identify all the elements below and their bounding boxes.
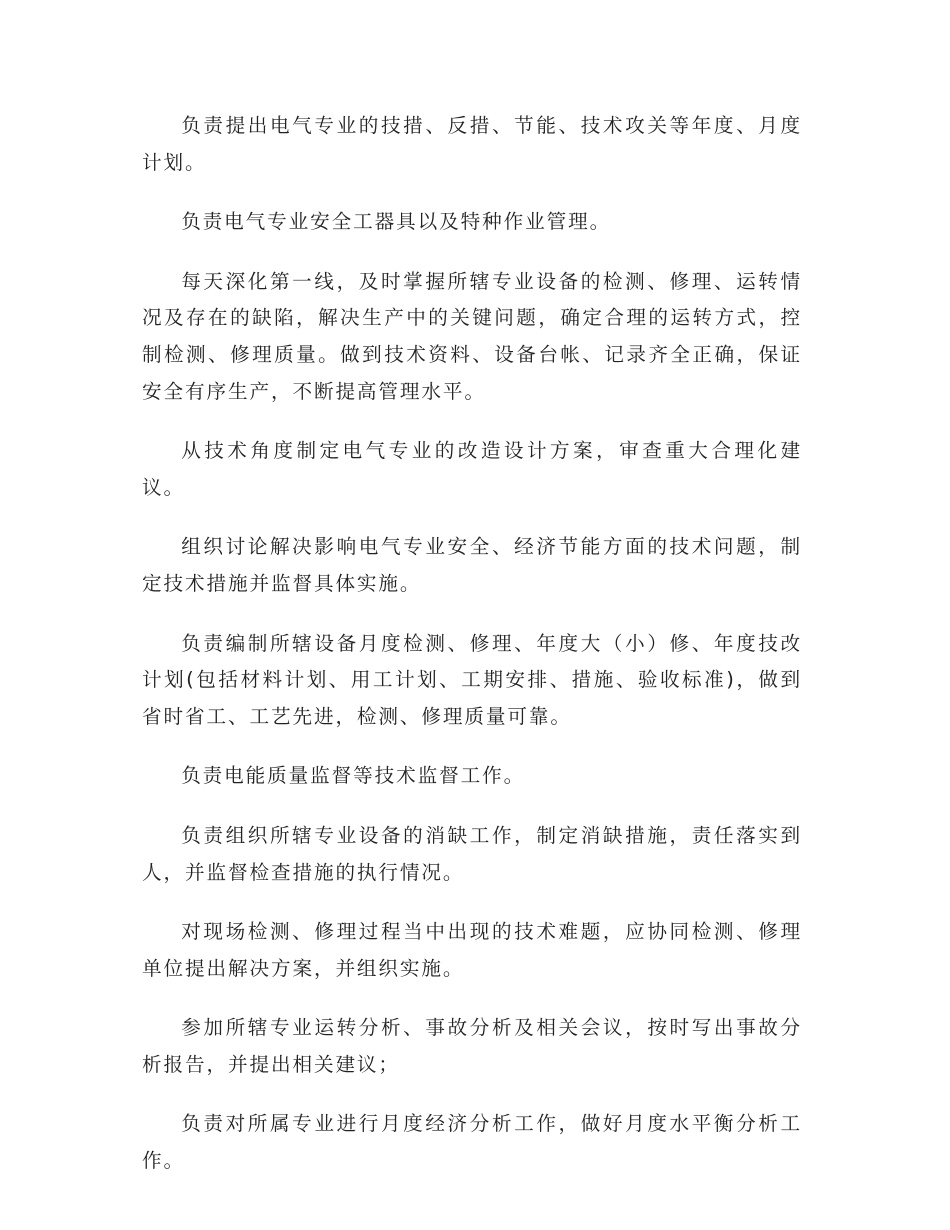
paragraph: 从技术角度制定电气专业的改造设计方案，审查重大合理化建议。 [142,439,802,499]
paragraph: 负责提出电气专业的技措、反措、节能、技术攻关等年度、月度计划。 [142,114,802,174]
paragraph: 每天深化第一线，及时掌握所辖专业设备的检测、修理、运转情况及存在的缺陷，解决生产中的关键问题，确定合理的运转方式，控制检测、修理质量。做到技术资料、设备台帐、记录齐全正确，保证安全有序生产，不断提高管理水平。 [142,269,802,403]
paragraph: 负责电能质量监督等技术监督工作。 [181,764,526,788]
paragraph: 负责对所属专业进行月度经济分析工作，做好月度水平衡分析工作。 [142,1112,802,1173]
paragraph: 负责电气专业安全工器具以及特种作业管理。 [181,210,612,234]
paragraph: 对现场检测、修理过程当中出现的技术难题，应协同检测、修理单位提出解决方案，并组织实施。 [142,920,802,980]
paragraph: 组织讨论解决影响电气专业安全、经济节能方面的技术问题，制定技术措施并监督具体实施。 [142,535,802,595]
paragraph: 参加所辖专业运转分析、事故分析及相关会议，按时写出事故分析报告，并提出相关建议； [142,1016,802,1076]
paragraph: 负责编制所辖设备月度检测、修理、年度大（小）修、年度技改计划(包括材料计划、用工计划、工期安排、措施、验收标准)，做到省时省工、工艺先进，检测、修理质量可靠。 [142,631,802,728]
paragraph: 负责组织所辖专业设备的消缺工作，制定消缺措施，责任落实到人，并监督检查措施的执行情况。 [142,823,802,884]
document-body [142,108,802,1203]
